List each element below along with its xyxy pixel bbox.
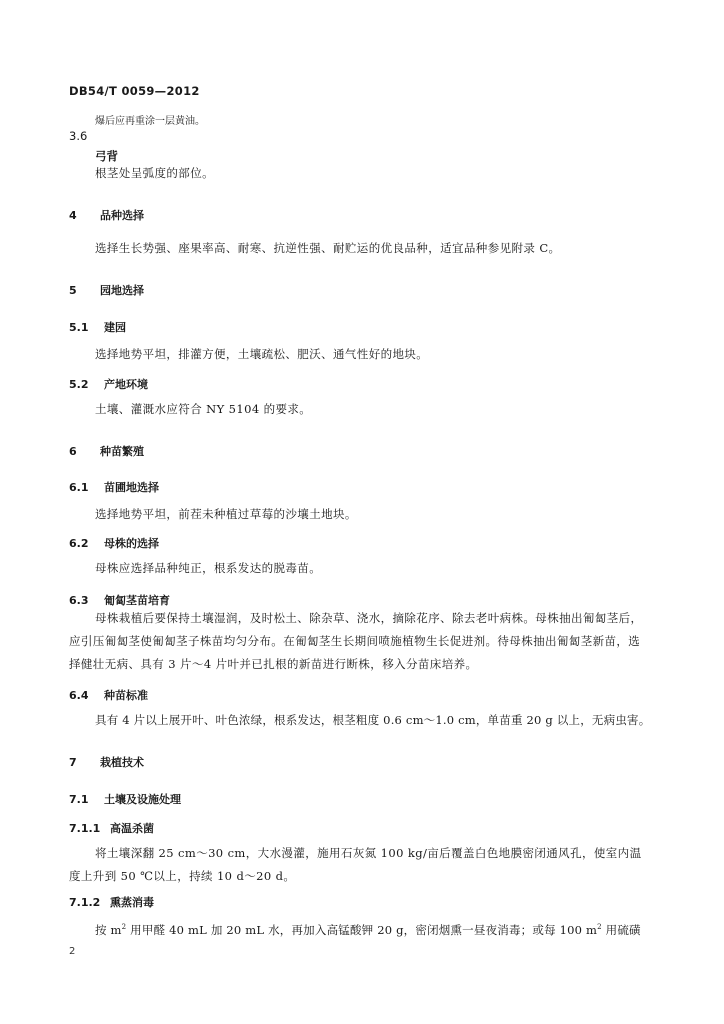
section-number: 6.4 — [69, 689, 89, 702]
section-title: 建园 — [104, 321, 126, 334]
section-title: 栽植技术 — [100, 756, 144, 769]
section-heading — [69, 207, 724, 223]
paragraph: 母株栽植后要保持土壤湿润，及时松土、除杂草、浇水，摘除花序、除去老叶病株。母株抽出匍匐茎后，应引压匍匐茎使匍匐茎子株苗均匀分布。在匍匐茎生长期间喷施植物生长促进剂。待母株抽出匍匐茎新苗，选择健壮无病、具有 3 片～4 片叶并已扎根的新苗进行断株，移入分苗床培养。 — [69, 611, 643, 671]
paragraph: 土壤、灌溉水应符合 NY 5104 的要求。 — [95, 402, 312, 416]
section-title: 母株的选择 — [104, 537, 159, 550]
section-number: 4 — [69, 209, 77, 222]
paragraph-text: 用甲醛 40 mL 加 20 mL 水，再加入高锰酸钾 20 g，密闭烟熏一昼夜消毒；或每 100 m — [126, 922, 598, 937]
subsection-heading — [69, 687, 724, 703]
term-number: 3.6 — [69, 129, 88, 143]
section-title: 苗圃地选择 — [104, 481, 159, 494]
section-heading — [69, 282, 724, 298]
section-number: 7 — [69, 756, 77, 769]
subsubsection-heading — [69, 820, 724, 836]
section-title: 匍匐茎苗培育 — [104, 594, 170, 607]
paragraph: 选择生长势强、座果率高、耐寒、抗逆性强、耐贮运的优良品种，适宜品种参见附录 C。 — [95, 241, 561, 255]
paragraph: 母株应选择品种纯正，根系发达的脱毒苗。 — [95, 561, 322, 575]
term-title: 弓背 — [95, 149, 118, 163]
section-heading — [69, 443, 724, 459]
superscript: 2 — [121, 923, 127, 931]
section-number: 6.1 — [69, 481, 89, 494]
section-number: 6.3 — [69, 594, 89, 607]
section-number: 7.1 — [69, 793, 89, 806]
section-number: 5.1 — [69, 321, 89, 334]
section-number: 7.1.2 — [69, 896, 101, 909]
subsection-heading — [69, 376, 724, 392]
section-title: 产地环境 — [104, 378, 148, 391]
paragraph: 选择地势平坦，排灌方便，土壤疏松、肥沃、通气性好的地块。 — [95, 347, 429, 361]
section-number: 7.1.1 — [69, 822, 101, 835]
section-title: 熏蒸消毒 — [110, 896, 154, 909]
section-number: 5.2 — [69, 378, 89, 391]
section-title: 种苗繁殖 — [100, 445, 144, 458]
term-definition: 根茎处呈弧度的部位。 — [95, 166, 214, 180]
subsection-heading — [69, 319, 724, 335]
section-number: 5 — [69, 284, 77, 297]
paragraph-text: 按 m — [95, 922, 122, 937]
page-number: 2 — [69, 946, 76, 957]
subsection-heading — [69, 535, 724, 551]
section-number: 6 — [69, 445, 77, 458]
subsection-heading — [69, 479, 724, 495]
section-number: 6.2 — [69, 537, 89, 550]
paragraph: 具有 4 片以上展开叶、叶色浓绿，根系发达，根茎粗度 0.6 cm～1.0 cm，单苗重 20 g 以上，无病虫害。 — [95, 713, 651, 727]
subsection-heading — [69, 791, 724, 807]
superscript: 2 — [597, 923, 602, 931]
section-title: 高温杀菌 — [110, 822, 154, 835]
subsubsection-heading — [69, 894, 724, 910]
paragraph — [95, 916, 655, 942]
section-title: 品种选择 — [100, 209, 144, 222]
section-heading — [69, 754, 724, 770]
subsection-heading — [69, 592, 724, 608]
paragraph: 选择地势平坦，前茬未种植过草莓的沙壤土地块。 — [95, 507, 357, 521]
section-title: 土壤及设施处理 — [104, 793, 181, 806]
document-id-header: DB54/T 0059—2012 — [69, 84, 200, 98]
paragraph-text: 用硫磺 — [601, 922, 641, 937]
continuation-text: 爆后应再重涂一层黄油。 — [95, 116, 205, 127]
section-title: 种苗标准 — [104, 689, 148, 702]
section-title: 园地选择 — [100, 284, 144, 297]
paragraph: 将土壤深翻 25 cm～30 cm，大水漫灌，施用石灰氮 100 kg/亩后覆盖白色地膜密闭通风孔，使室内温度上升到 50 ℃以上，持续 10 d～20 d。 — [69, 846, 642, 883]
